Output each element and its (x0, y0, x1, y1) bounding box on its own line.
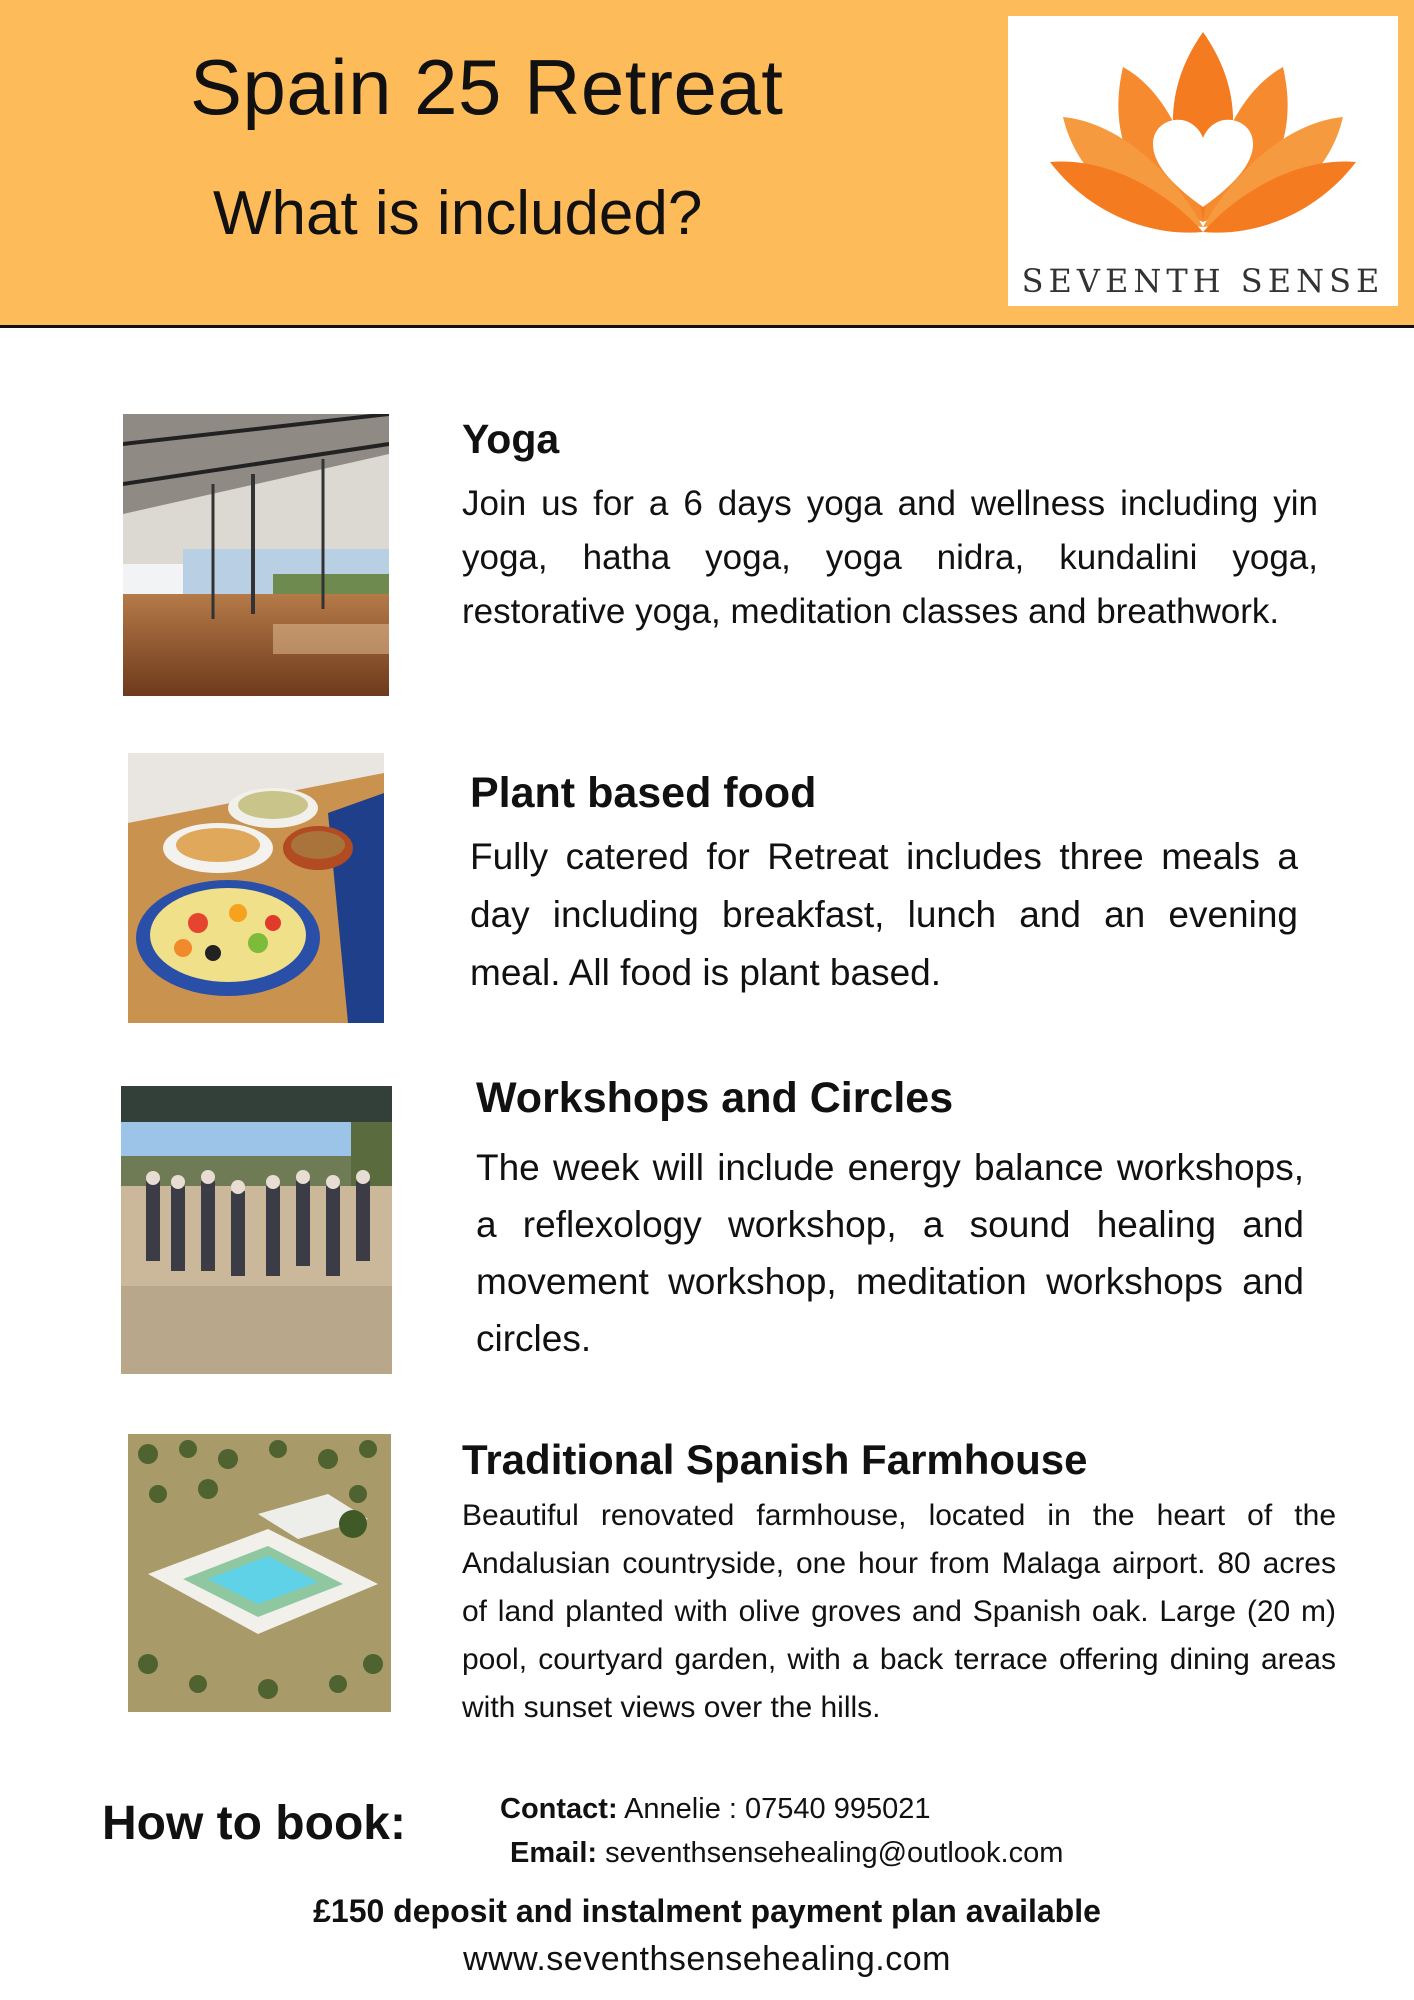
section-heading: Workshops and Circles (476, 1074, 954, 1122)
plant-food-photo (128, 753, 384, 1023)
workshops-circle-photo (121, 1086, 392, 1374)
header-banner (0, 0, 1414, 328)
deposit-note: £150 deposit and instalment payment plan available (313, 1893, 1101, 1929)
contact-value: Annelie : 07540 995021 (624, 1793, 931, 1825)
farmhouse-aerial-photo (128, 1434, 391, 1712)
page-title: Spain 25 Retreat (190, 43, 784, 131)
logo-text: SEVENTH SENSE (1021, 262, 1385, 300)
how-to-book-label: How to book: (102, 1797, 406, 1850)
contact-line (500, 1793, 930, 1826)
section-heading: Yoga (462, 416, 560, 462)
contact-label: Contact: (500, 1793, 618, 1825)
lotus-heart-icon (1048, 22, 1358, 262)
seventh-sense-logo (1008, 16, 1398, 306)
section-heading: Traditional Spanish Farmhouse (462, 1436, 1088, 1483)
section-body: Join us for a 6 days yoga and wellness including yin yoga, hatha yoga, yoga nidra, kundalini yoga, restorative yoga, meditation classes and breathwork. (462, 484, 1318, 631)
section-heading: Plant based food (470, 769, 817, 817)
website-link[interactable]: www.seventhsensehealing.com (463, 1940, 951, 1978)
email-link[interactable]: seventhsensehealing@outlook.com (605, 1837, 1064, 1869)
section-body: The week will include energy balance workshops, a reflexology workshop, a sound healing and movement workshop, meditation workshops and circles. (476, 1147, 1304, 1359)
email-label: Email: (510, 1837, 598, 1869)
yoga-studio-photo (123, 414, 389, 696)
page-subtitle: What is included? (213, 179, 703, 248)
section-body: Fully catered for Retreat includes three meals a day including breakfast, lunch and an evening meal. All food is plant based. (470, 836, 1298, 993)
email-line (510, 1837, 1063, 1870)
section-body: Beautiful renovated farmhouse, located in the heart of the Andalusian countryside, one hour from Malaga airport. 80 acres of land planted with olive groves and Spanish oak. Large (20 m) pool, courtyard garden, with a back terrace offering dining areas with sunset views over the hills. (462, 1499, 1336, 1724)
